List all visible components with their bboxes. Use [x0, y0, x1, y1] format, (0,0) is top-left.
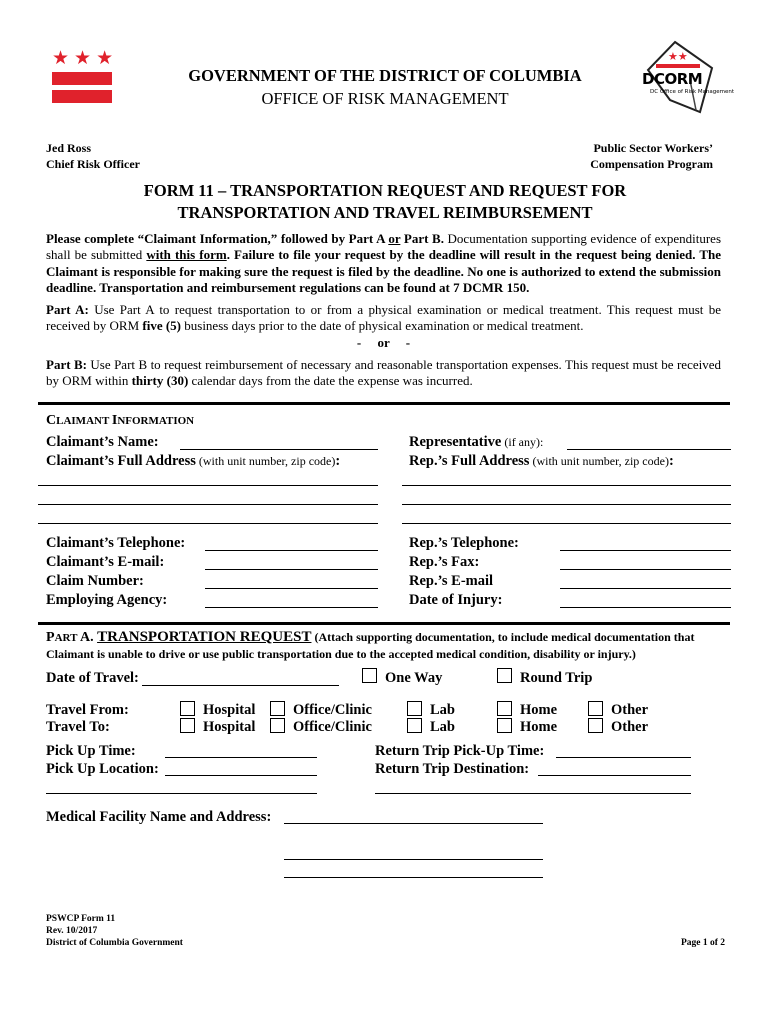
date-of-travel-field[interactable]: [142, 685, 339, 686]
employing-agency-field[interactable]: [205, 607, 378, 608]
part-a-heading: [46, 629, 694, 646]
instructions: [46, 231, 721, 390]
claimant-name-field[interactable]: [180, 449, 378, 450]
officer-block: [46, 140, 140, 172]
from-office-label: Office/Clinic: [293, 702, 372, 718]
part-b-bold: thirty (30): [131, 373, 189, 389]
part-b-text-1: Use Part B to request reimbursement of necessary and reasonable transportation expenses. This request must be received by ORM within: [46, 357, 721, 389]
gov-title: GOVERNMENT OF THE DISTRICT OF COLUMBIA: [188, 66, 582, 85]
rep-address-line-1[interactable]: [402, 485, 731, 486]
employing-agency-label: Employing Agency:: [46, 592, 168, 608]
return-destination-field[interactable]: [538, 775, 691, 776]
claimant-address-line-3[interactable]: [38, 523, 378, 524]
program-line-2: Compensation Program: [590, 157, 713, 171]
part-b-instructions: [46, 357, 721, 390]
form-title-2: TRANSPORTATION AND TRAVEL REIMBURSEMENT: [177, 203, 593, 222]
one-way-checkbox[interactable]: [362, 668, 377, 686]
claim-number-label: Claim Number:: [46, 573, 144, 589]
round-trip-label: Round Trip: [520, 670, 593, 686]
claimant-telephone-field[interactable]: [205, 550, 378, 551]
part-a-instructions: [46, 302, 721, 335]
heading-laimant: LAIMANT: [56, 415, 112, 427]
rep-telephone-label: Rep.’s Telephone:: [409, 535, 519, 551]
instr-bold-1: Please complete “Claimant Information,” followed by Part A: [46, 231, 389, 246]
claimant-name-label: Claimant’s Name:: [46, 434, 159, 450]
to-home-label: Home: [520, 719, 558, 735]
travel-from-label: Travel From:: [46, 702, 129, 718]
round-trip-checkbox[interactable]: [497, 668, 512, 686]
representative-field[interactable]: [567, 449, 731, 450]
rep-label-hint: (if any):: [501, 435, 544, 449]
page-number: Page 1 of 2: [680, 938, 725, 948]
date-of-injury-field[interactable]: [560, 607, 731, 608]
part-b-label: Part B:: [46, 357, 87, 373]
logo-subtext: DC Office of Risk Management: [650, 89, 735, 95]
or-divider: - or -: [356, 334, 411, 350]
claimant-telephone-label: Claimant’s Telephone:: [46, 535, 186, 551]
rep-address-colon: :: [668, 453, 674, 469]
dcorm-logo: [640, 40, 735, 115]
one-way-label: One Way: [385, 670, 443, 686]
rep-address-line-3[interactable]: [402, 523, 731, 524]
rep-address-hint: (with unit number, zip code): [529, 454, 669, 468]
part-a-text-1: Use Part A to request transportation to or from a physical examination or medical treatment. This request must be received by ORM: [46, 302, 721, 334]
claimant-address-text: Claimant’s Full Address: [46, 453, 196, 469]
part-a-note-1: (Attach supporting documentation, to include medical documentation that: [311, 630, 695, 644]
return-time-label: Return Trip Pick-Up Time:: [375, 743, 545, 759]
return-destination-line-2[interactable]: [375, 793, 691, 794]
rep-address-label: [409, 452, 674, 470]
to-other-checkbox[interactable]: [588, 718, 603, 736]
from-other-label: Other: [611, 702, 649, 718]
claimant-email-label: Claimant’s E-mail:: [46, 554, 165, 570]
medical-facility-field-2[interactable]: [284, 859, 543, 860]
claimant-address-colon: :: [335, 453, 341, 469]
to-office-checkbox[interactable]: [270, 718, 285, 736]
rep-email-label: Rep.’s E-mail: [409, 573, 494, 589]
to-home-checkbox[interactable]: [497, 718, 512, 736]
part-a-title: TRANSPORTATION REQUEST: [97, 629, 312, 645]
instr-with-form: with this form: [146, 247, 227, 263]
instructions-paragraph: [46, 231, 721, 296]
claimant-section-heading: [46, 413, 194, 429]
program-block: [590, 140, 713, 172]
instr-bold-2: Part B.: [400, 231, 444, 246]
date-of-travel-label: Date of Travel:: [46, 670, 139, 686]
rep-address-text: Rep.’s Full Address: [409, 453, 530, 469]
rep-label-text: Representative: [409, 434, 502, 450]
return-destination-label: Return Trip Destination:: [375, 761, 530, 777]
to-other-label: Other: [611, 719, 649, 735]
program-line-1: Public Sector Workers’: [593, 141, 713, 155]
pickup-location-line-2[interactable]: [46, 793, 317, 794]
pickup-location-field[interactable]: [165, 775, 317, 776]
heading-c: C: [46, 413, 57, 428]
office-title: OFFICE OF RISK MANAGEMENT: [261, 89, 509, 108]
heading-nformation: NFORMATION: [117, 415, 195, 427]
footer-gov: District of Columbia Government: [46, 938, 183, 948]
from-home-label: Home: [520, 702, 558, 718]
claimant-address-line-1[interactable]: [38, 485, 378, 486]
to-office-label: Office/Clinic: [293, 719, 372, 735]
part-a-text-2: business days prior to the date of physical examination or medical treatment.: [181, 318, 584, 334]
representative-label: [409, 433, 543, 451]
part-a-section-rule: [38, 622, 730, 625]
instr-or: or: [388, 231, 401, 246]
part-a-label: Part A:: [46, 302, 89, 318]
travel-to-label: Travel To:: [46, 719, 110, 735]
claimant-address-line-2[interactable]: [38, 504, 378, 505]
rep-telephone-field[interactable]: [560, 550, 731, 551]
instr-text-1: Documentation supporting evidence of expenditures shall be submitted: [46, 231, 722, 263]
claimant-address-hint: (with unit number, zip code): [195, 454, 336, 468]
from-hospital-checkbox[interactable]: [180, 701, 195, 719]
part-a-bold: five (5): [142, 318, 182, 334]
claimant-address-label: [46, 452, 340, 470]
pickup-time-field[interactable]: [165, 757, 317, 758]
dc-flag-logo: ★★★: [50, 50, 112, 106]
from-lab-label: Lab: [430, 702, 455, 718]
rep-fax-field[interactable]: [560, 569, 731, 570]
from-home-checkbox[interactable]: [497, 701, 512, 719]
claimant-section-rule: [38, 402, 730, 405]
footer-rev: Rev. 10/2017: [46, 926, 98, 936]
pickup-time-label: Pick Up Time:: [46, 743, 136, 759]
date-of-injury-label: Date of Injury:: [409, 592, 503, 608]
to-lab-checkbox[interactable]: [407, 718, 422, 736]
officer-name: Jed Ross: [46, 141, 92, 155]
from-office-checkbox[interactable]: [270, 701, 285, 719]
to-lab-label: Lab: [430, 719, 455, 735]
medical-facility-field-3[interactable]: [284, 877, 543, 878]
footer-block: [46, 913, 183, 949]
from-lab-checkbox[interactable]: [407, 701, 422, 719]
part-a-art: ART: [54, 632, 80, 644]
part-b-text-2: calendar days from the date the expense was incurred.: [188, 373, 473, 389]
medical-facility-label: Medical Facility Name and Address:: [46, 809, 272, 825]
pickup-location-label: Pick Up Location:: [46, 761, 159, 777]
claimant-email-field[interactable]: [205, 569, 378, 570]
footer-form-id: PSWCP Form 11: [46, 914, 116, 924]
from-other-checkbox[interactable]: [588, 701, 603, 719]
svg-text:★★: ★★: [668, 50, 688, 63]
rep-address-line-2[interactable]: [402, 504, 731, 505]
from-hospital-label: Hospital: [203, 702, 256, 718]
part-a-p: P: [46, 630, 55, 645]
instr-bold-3: . Failure to file your request by the deadline will result in the request being denied. The Claimant is responsible for making sure the request is filed by the deadline. No one is authorized to extend the submission deadline. Transportation and reimbursement regulations can be found at 7 DCMR 150.: [46, 247, 721, 295]
officer-title: Chief Risk Officer: [46, 157, 140, 171]
to-hospital-checkbox[interactable]: [180, 718, 195, 736]
logo-text: DCORM: [642, 70, 703, 88]
rep-fax-label: Rep.’s Fax:: [409, 554, 480, 570]
return-time-field[interactable]: [556, 757, 691, 758]
heading-i: I: [111, 413, 118, 428]
medical-facility-field-1[interactable]: [284, 823, 543, 824]
part-a-note-2: Claimant is unable to drive or use public transportation due to the accepted medical condition, disability or injury.): [46, 647, 636, 661]
form-title-1: FORM 11 – TRANSPORTATION REQUEST AND REQUEST FOR: [143, 181, 627, 200]
part-a-letter: A.: [79, 630, 94, 645]
to-hospital-label: Hospital: [203, 719, 256, 735]
rep-email-field[interactable]: [560, 588, 731, 589]
claim-number-field[interactable]: [205, 588, 378, 589]
